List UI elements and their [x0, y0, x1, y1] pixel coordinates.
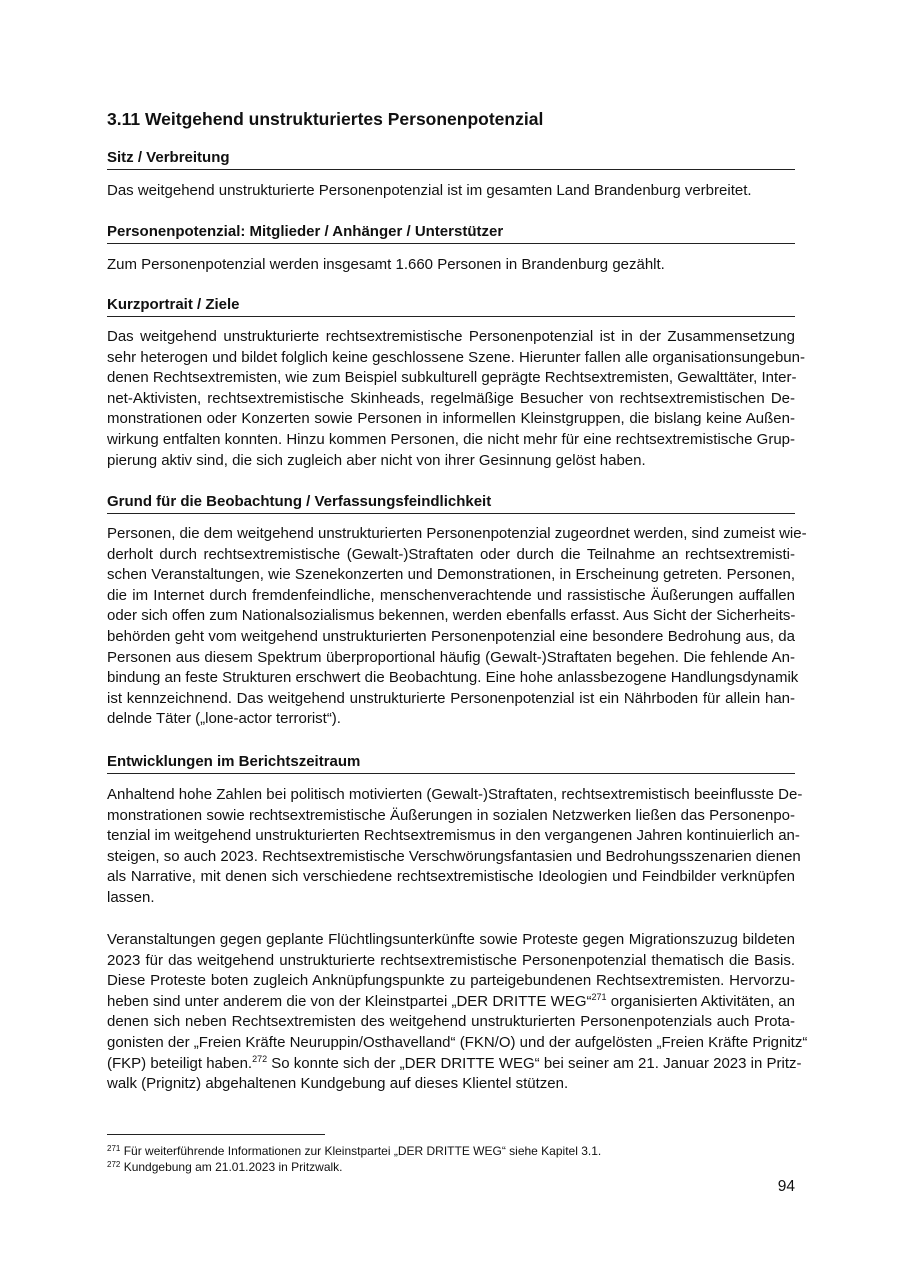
footnote-number: 272 — [107, 1160, 121, 1169]
paragraph-grund — [107, 524, 807, 730]
section-heading-entwicklungen: Entwicklungen im Berichtszeitraum — [107, 752, 795, 774]
text-line: walk (Prignitz) abgehaltenen Kundgebung auf dieses Klientel stützen. — [107, 1075, 569, 1093]
page-number: 94 — [777, 1178, 795, 1195]
section-heading-personenpotenzial: Personenpotenzial: Mitglieder / Anhänger / Unterstützer — [107, 222, 795, 244]
section-heading-sitz: Sitz / Verbreitung — [107, 148, 795, 170]
text-segment: organisierten Aktivitäten, an — [606, 992, 795, 1010]
text-line: lassen. — [107, 888, 155, 906]
text-line: sehr heterogen und bildet folglich keine geschlossene Szene. Hierunter fallen alle organisationsungebun- — [107, 348, 805, 366]
text-line: Das weitgehend unstrukturierte Personenpotenzial ist im gesamten Land Brandenburg verbreitet. — [107, 182, 752, 199]
paragraph-entwicklungen-2 — [107, 930, 808, 1095]
text-line: Das weitgehend unstrukturierte rechtsextremistische Personenpotenzial ist in der Zusammensetzung — [107, 328, 795, 345]
text-line-with-footnote-272 — [107, 1053, 802, 1075]
text-line: gonisten der „Freien Kräfte Neuruppin/Osthavelland“ (FKN/O) und der aufgelösten „Freien Kräfte Prignitz“ — [107, 1033, 808, 1051]
footnote-ref-271[interactable]: 271 — [591, 991, 607, 1002]
text-line: Personen, die dem weitgehend unstrukturierten Personenpotenzial zugeordnet werden, sind zumeist wie- — [107, 525, 807, 542]
text-segment: (FKP) beteiligt haben. — [107, 1054, 253, 1072]
text-line: derholt durch rechtsextremistische (Gewalt-)Straftaten oder durch die Teilnahme an rechtsextremisti- — [107, 545, 795, 563]
section-heading-grund: Grund für die Beobachtung / Verfassungsfeindlichkeit — [107, 492, 795, 514]
text-line: Anhaltend hohe Zahlen bei politisch motivierten (Gewalt-)Straftaten, rechtsextremistisch beeinflusste De- — [107, 786, 803, 803]
text-line: denen Rechtsextremisten, wie zum Beispiel subkulturell geprägte Rechtsextremisten, Gewalttäter, Inter- — [107, 369, 797, 387]
text-line: steigen, so auch 2023. Rechtsextremistische Verschwörungsfantasien und Bedrohungsszenarien dienen — [107, 847, 801, 865]
text-line: pierung aktiv sind, die sich zugleich aber nicht von ihrer Gesinnung gelöst haben. — [107, 451, 646, 469]
footnote-ref-272[interactable]: 272 — [252, 1053, 268, 1064]
text-line: schen Veranstaltungen, wie Szenekonzerten und Demonstrationen, in Erscheinung getreten. Personen, — [107, 566, 795, 584]
text-line: tenzial im weitgehend unstrukturierten Rechtsextremismus in den vergangenen Jahren kontinuierlich an- — [107, 827, 800, 845]
paragraph-entwicklungen-1 — [107, 785, 803, 909]
text-line: monstrationen sowie rechtsextremistische Äußerungen in sozialen Netzwerken ließen das Personenpo- — [107, 806, 795, 824]
footnote-number: 271 — [107, 1144, 121, 1153]
text-line: wirkung entfalten konnten. Hinzu kommen Personen, die nicht mehr für eine rechtsextremistische Grup- — [107, 430, 795, 448]
text-line: net-Aktivisten, rechtsextremistische Skinheads, regelmäßige Besucher von rechtsextremistischen De- — [107, 389, 795, 407]
footnote-divider — [107, 1134, 325, 1135]
text-line: Diese Proteste boten zugleich Anknüpfungspunkte zu parteigebundenen Rechtsextremisten. Hervorzu- — [107, 972, 795, 990]
footnote-text: Kundgebung am 21.01.2023 in Pritzwalk. — [120, 1160, 343, 1174]
footnote-text: Für weiterführende Informationen zur Kleinstpartei „DER DRITTE WEG“ siehe Kapitel 3.1. — [120, 1144, 602, 1158]
text-line: Zum Personenpotenzial werden insgesamt 1.660 Personen in Brandenburg gezählt. — [107, 256, 665, 273]
text-line: Veranstaltungen gegen geplante Flüchtlingsunterkünfte sowie Proteste gegen Migrationszuzug bildeten — [107, 931, 795, 948]
text-line: oder sich offen zum Nationalsozialismus bekennen, werden ebenfalls erfasst. Aus Sicht der Sicherheits- — [107, 607, 796, 625]
text-line: 2023 für das weitgehend unstrukturierte rechtsextremistische Personenpotenzial thematisch die Basis. — [107, 951, 795, 969]
paragraph-personenpotenzial — [107, 255, 795, 276]
text-line: behörden geht vom weitgehend unstrukturierten Personenpotenzial eine besondere Bedrohung aus, da — [107, 627, 795, 645]
footnote-272 — [107, 1159, 343, 1175]
text-line: bindung an feste Strukturen erschwert die Beobachtung. Eine hohe anlassbezogene Handlungsdynamik — [107, 669, 799, 687]
paragraph-kurzportrait — [107, 327, 805, 471]
text-line-with-footnote-271 — [107, 992, 795, 1013]
text-line: delnde Täter („lone-actor terrorist“). — [107, 710, 341, 728]
text-line: die im Internet durch fremdenfeindliche, menschenverachtende und rassistische Äußerungen auffallen — [107, 586, 795, 604]
text-line: ist kennzeichnend. Das weitgehend unstrukturierte Personenpotenzial ist ein Nährboden für allein han- — [107, 689, 795, 707]
text-line: Personen aus diesem Spektrum überproportional häufig (Gewalt-)Straftaten begehen. Die fehlende An- — [107, 648, 795, 666]
footnote-271 — [107, 1143, 601, 1159]
section-heading-kurzportrait: Kurzportrait / Ziele — [107, 295, 795, 317]
text-line: monstrationen oder Konzerten sowie Personen in informellen Kleinstgruppen, die bislang keine Außen- — [107, 410, 795, 428]
text-segment: So konnte sich der „DER DRITTE WEG“ bei seiner am 21. Januar 2023 in Pritz- — [267, 1054, 802, 1072]
paragraph-sitz — [107, 181, 795, 202]
text-line: als Narrative, mit denen sich verschiedene rechtsextremistische Ideologien und Feindbilder verknüpfen — [107, 868, 795, 886]
text-line: denen sich neben Rechtsextremisten des weitgehend unstrukturierten Personenpotenzials auch Prota- — [107, 1013, 795, 1031]
chapter-title: 3.11 Weitgehend unstrukturiertes Personenpotenzial — [107, 109, 544, 129]
text-segment: heben sind unter anderem die von der Kleinstpartei „DER DRITTE WEG“ — [107, 992, 592, 1010]
